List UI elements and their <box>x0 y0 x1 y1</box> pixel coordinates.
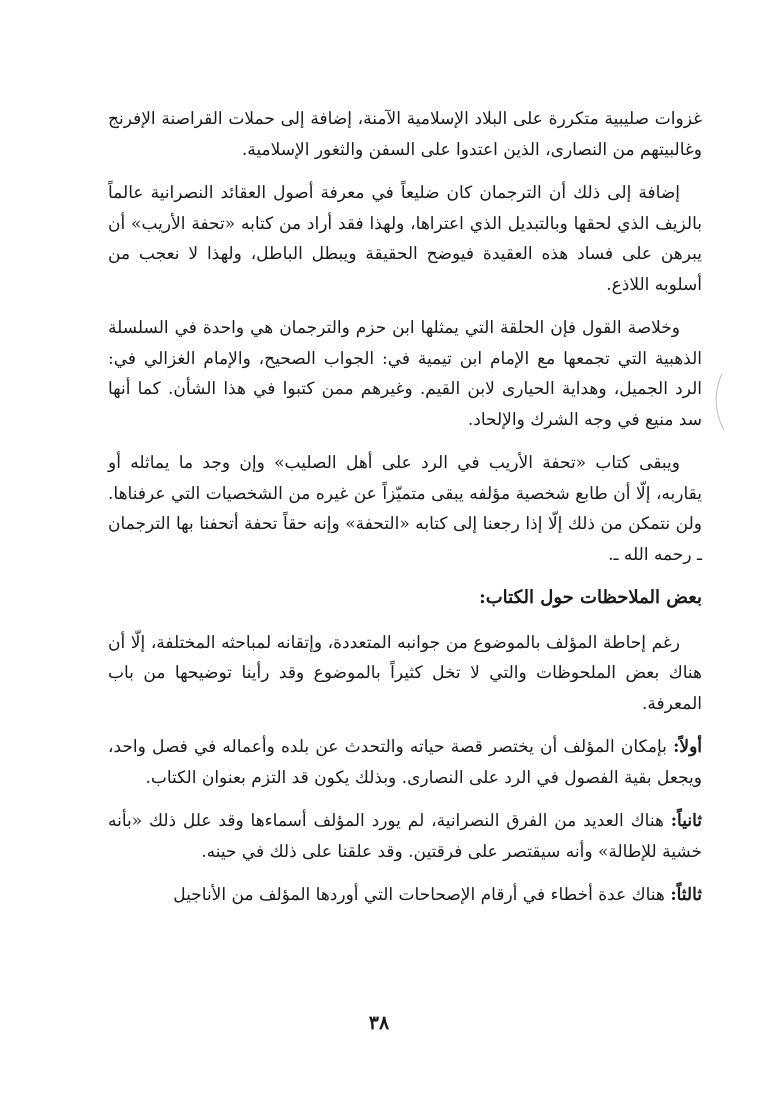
paragraph-5: رغم إحاطة المؤلف بالموضوع من جوانبه المتعددة، وإتقانه لمباحثه المختلفة، إلّا أن هناك بعض الملحوظات والتي لا تخل كثيراً بالموضوع وقد رأينا توضيحها من باب المعرفة. <box>108 632 702 714</box>
paragraph-1: غزوات صليبية متكررة على البلاد الإسلامية الآمنة، إضافة إلى حملات القراصنة الإفرنج وغالبيتهم من النصارى، الذين اعتدوا على السفن والثغور الإسلامية. <box>108 109 702 160</box>
note-first-text: بإمكان المؤلف أن يختصر قصة حياته والتحدث عن بلده وأعماله في فصل واحد، ويجعل بقية الفصول في الرد على النصارى. وبذلك يكون قد التزم بعنوان الكتاب. <box>108 737 702 788</box>
page-number: ٣٨ <box>368 1012 390 1034</box>
page-edge-mark <box>710 372 730 432</box>
note-second-lead: ثانياً: <box>670 811 702 831</box>
note-third-text: هناك عدة أخطاء في أرقام الإصحاحات التي أوردها المؤلف من الأناجيل <box>173 885 671 905</box>
section-heading: بعض الملاحظات حول الكتاب: <box>479 587 702 608</box>
paragraph-3: وخلاصة القول فإن الحلقة التي يمثلها ابن حزم والترجمان هي واحدة في السلسلة الذهبية التي تجمعها مع الإمام ابن تيمية في: الجواب الصحيح، والإمام الغزالي في: الرد الجميل، وهداية الحيارى لابن القيم. وغيرهم ممن كتبوا في هذا الشأن. كما أنها سد منيع في وجه الشرك والإلحاد. <box>108 318 702 430</box>
paragraph-2: إضافة إلى ذلك أن الترجمان كان ضليعاً في معرفة أصول العقائد النصرانية عالماً بالزيف الذي لحقها وبالتبديل الذي اعتراها، ولهذا فقد أراد من كتابه «تحفة الأريب» أن يبرهن على فساد هذه العقيدة فيوضح الحقيقة ويبطل الباطل، ولهذا لا نعجب من أسلوبه اللاذع. <box>108 183 702 295</box>
note-second-text: هناك العديد من الفرق النصرانية، لم يورد المؤلف أسماءها وقد علل ذلك «بأنه خشية للإطالة» وأنه سيقتصر على فرقتين. وقد علقنا على ذلك في حينه. <box>108 811 702 862</box>
note-third <box>108 880 702 911</box>
note-second <box>108 806 702 867</box>
paragraph-4: ويبقى كتاب «تحفة الأريب في الرد على أهل الصليب» وإن وجد ما يماثله أو يقاربه، إلّا أن طابع شخصية مؤلفه يبقى متميّزاً عن غيره من الشخصيات التي عرفناها. ولن نتمكن من ذلك إلّا إذا رجعنا إلى كتابه «التحفة» وإنه حقاً تحفة أتحفنا بها الترجمان ـ رحمه الله ـ. <box>108 453 702 565</box>
note-first <box>108 732 702 793</box>
note-first-lead: أولاً: <box>673 737 702 757</box>
document-page <box>108 104 702 924</box>
note-third-lead: ثالثاً: <box>670 885 702 905</box>
